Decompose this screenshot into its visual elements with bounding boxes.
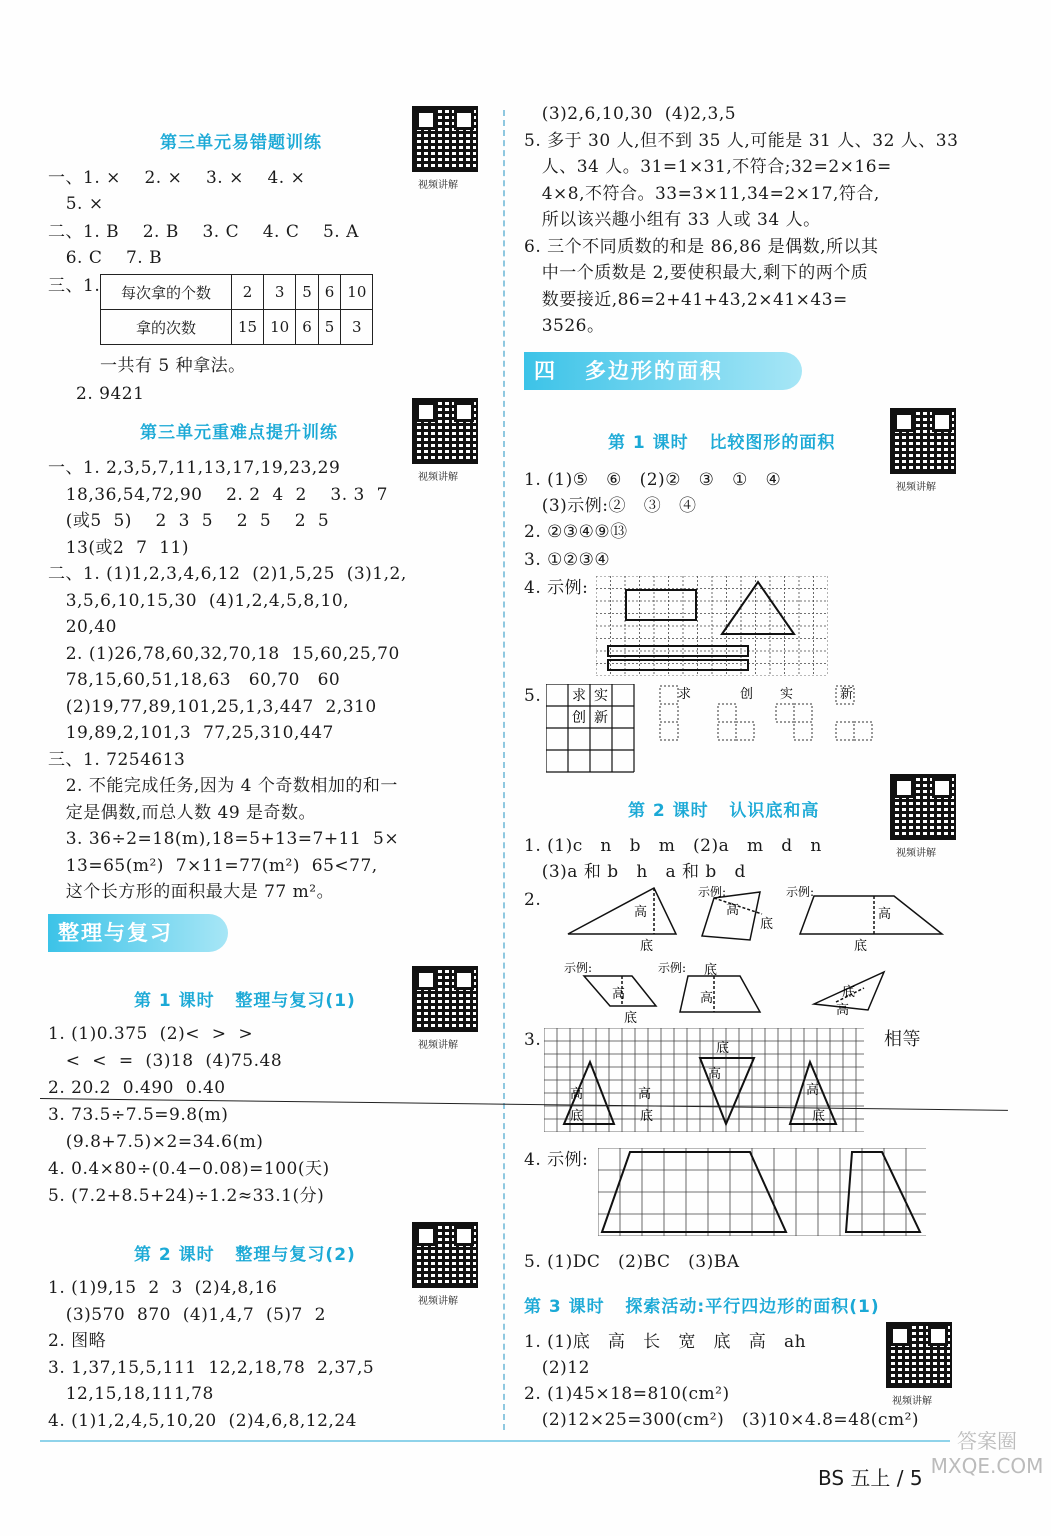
qr-code-icon[interactable] xyxy=(886,1322,952,1388)
answer-line: 18,36,54,72,90 2. 2 4 2 3. 3 7 xyxy=(48,484,388,505)
figure-label-height: 高 xyxy=(726,903,740,918)
figure-label-base: 底 xyxy=(716,1041,730,1056)
answer-line: 三、1. xyxy=(48,276,101,296)
footer-rule xyxy=(40,1440,950,1442)
answer-line: 4. 示例: xyxy=(524,578,589,598)
answer-line: 1. (1)9,15 2 3 (2)4,8,16 xyxy=(48,1278,278,1298)
net-char: 新 xyxy=(840,687,854,702)
grid-char: 新 xyxy=(594,710,608,726)
table-cell: 5 xyxy=(318,310,341,345)
answer-equal-label: 相等 xyxy=(884,1029,921,1050)
figure-label-height: 高 xyxy=(570,1087,584,1102)
figure-label-height: 高 xyxy=(708,1067,722,1082)
answer-line: 3. ①②③④ xyxy=(524,550,611,570)
answer-line: 3. 73.5÷7.5=9.8(m) xyxy=(48,1105,229,1125)
answer-line: 中一个质数是 2,要使积最大,剩下的两个质 xyxy=(524,263,869,283)
qr-code-icon[interactable] xyxy=(890,408,956,474)
answer-line: 4. 0.4×80÷(0.4−0.08)=100(天) xyxy=(48,1159,330,1179)
answer-line: 5. 多于 30 人,但不到 35 人,可能是 31 人、32 人、33 xyxy=(524,130,959,151)
table-cell: 3 xyxy=(341,310,373,345)
figure-label-base: 底 xyxy=(624,1011,638,1024)
answer-line: 4×8,不符合。33=3×11,34=2×17,符合, xyxy=(524,183,880,204)
figure-label-example: 示例: xyxy=(658,961,687,975)
table-row xyxy=(101,275,373,310)
qr-code-icon[interactable] xyxy=(412,966,478,1032)
answer-line: 3526。 xyxy=(524,316,605,336)
figure-base-height-examples xyxy=(564,884,944,1024)
figure-label-height: 高 xyxy=(836,1003,850,1018)
grid-char: 实 xyxy=(594,688,608,704)
qr-code-icon[interactable] xyxy=(890,774,956,840)
answer-line: 2. 不能完成任务,因为 4 个奇数相加的和一 xyxy=(48,776,398,796)
qr-caption: 视频讲解 xyxy=(896,482,936,493)
answer-line: (3)2,6,10,30 (4)2,3,5 xyxy=(524,104,737,124)
answer-line: 2. (1)26,78,60,32,70,18 15,60,25,70 xyxy=(48,643,400,664)
answer-line: 19,89,2,101,3 77,25,310,447 xyxy=(48,723,334,743)
table-cell: 2 xyxy=(232,275,264,310)
answer-line: 人、34 人。31=1×31,不符合;32=2×16= xyxy=(524,157,892,177)
answer-line: 二、1. (1)1,2,3,4,6,12 (2)1,5,25 (3)1,2, xyxy=(48,564,407,584)
answer-line: 一、1. 2,3,5,7,11,13,17,19,23,29 xyxy=(48,458,341,478)
qr-caption: 视频讲解 xyxy=(418,1040,458,1051)
answer-line: 3,5,6,10,15,30 (4)1,2,4,5,8,10, xyxy=(48,590,350,611)
page-footer: BS 五上 / 5 xyxy=(818,1466,923,1490)
answer-line: (9.8+7.5)×2=34.6(m) xyxy=(48,1132,264,1152)
answer-line: 2. xyxy=(524,890,542,910)
lesson-title-parallelogram-area: 第 3 课时 探索活动:平行四边形的面积(1) xyxy=(524,1297,880,1317)
answer-line: 二、1. B 2. B 3. C 4. C 5. A xyxy=(48,222,359,242)
answer-line: 2. ②③④⑨⑬ xyxy=(524,522,628,542)
answer-line: 5. × xyxy=(48,194,104,214)
qr-caption: 视频讲解 xyxy=(896,848,936,859)
figure-label-height: 高 xyxy=(878,907,892,922)
section-title-unit3-hard: 第三单元重难点提升训练 xyxy=(140,423,338,443)
table-cell: 3 xyxy=(264,275,296,310)
answer-line: 3. 1,37,15,5,111 12,2,18,78 2,37,5 xyxy=(48,1357,375,1378)
figure-label-base: 底 xyxy=(842,985,856,1000)
section-title-unit3-errors: 第三单元易错题训练 xyxy=(160,133,322,153)
qr-caption: 视频讲解 xyxy=(418,472,458,483)
answer-line: 13=65(m²) 7×11=77(m²) 65<77, xyxy=(48,855,378,876)
answer-line: 一、1. × 2. × 3. × 4. × xyxy=(48,168,306,188)
answer-line: 数要接近,86=2+41+43,2×41×43= xyxy=(524,289,848,310)
answer-line: 4. (1)1,2,4,5,10,20 (2)4,6,8,12,24 xyxy=(48,1410,357,1431)
qr-caption: 视频讲解 xyxy=(892,1396,932,1407)
net-char: 实 xyxy=(780,687,794,702)
section-banner-polygon-area: 四 多边形的面积 xyxy=(524,352,802,390)
figure-label-example: 示例: xyxy=(564,961,593,975)
answer-line: 1. (1)c n b m (2)a m d n xyxy=(524,836,822,856)
answer-line: 20,40 xyxy=(48,617,117,637)
answer-line: (2)12 xyxy=(524,1358,590,1378)
answer-line: 2. 图略 xyxy=(48,1331,107,1351)
answer-line: 1. (1)底 高 长 宽 底 高 ah xyxy=(524,1332,807,1352)
figure-label-example: 示例: xyxy=(698,885,727,899)
table-header-cell: 每次拿的个数 xyxy=(101,275,232,310)
column-divider xyxy=(503,110,505,1430)
lesson-title-compare-area: 第 1 课时 比较图形的面积 xyxy=(608,433,836,453)
lesson-title-base-height: 第 2 课时 认识底和高 xyxy=(628,801,820,821)
table-cell: 6 xyxy=(296,310,319,345)
answer-line: (2)12×25=300(cm²) (3)10×4.8=48(cm²) xyxy=(524,1410,920,1430)
answer-line: (3)示例:② ③ ④ xyxy=(524,496,697,516)
table-cell: 15 xyxy=(232,310,264,345)
grid-char: 创 xyxy=(572,710,586,726)
answer-line: (或5 5) 2 3 5 2 5 2 5 xyxy=(48,511,330,531)
answer-line: 5. xyxy=(524,686,542,706)
answer-line: (3)570 870 (4)1,4,7 (5)7 2 xyxy=(48,1304,326,1325)
figure-label-height: 高 xyxy=(612,987,626,1002)
lesson-title-review-2: 第 2 课时 整理与复习(2) xyxy=(134,1245,356,1265)
answer-line: 1. (1)⑤ ⑥ (2)② ③ ① ④ xyxy=(524,470,782,490)
figure-label-base: 底 xyxy=(704,963,718,978)
figure-label-base: 底 xyxy=(570,1109,584,1124)
figure-label-base: 底 xyxy=(854,939,868,954)
table-cell: 10 xyxy=(264,310,296,345)
answer-line: (3)a 和 b h a 和 b d xyxy=(524,862,746,882)
answer-line: 所以该兴趣小组有 33 人或 34 人。 xyxy=(524,210,821,230)
answer-line: 这个长方形的面积最大是 77 m²。 xyxy=(48,882,335,902)
answer-line: 3. 36÷2=18(m),18=5+13=7+11 5× xyxy=(48,829,400,849)
answer-line: 78,15,60,51,18,63 60,70 60 xyxy=(48,670,341,690)
figure-label-base: 底 xyxy=(812,1109,826,1124)
answer-line: 2. 20.2 0.490 0.40 xyxy=(48,1078,226,1098)
answer-line: 12,15,18,111,78 xyxy=(48,1384,214,1404)
qr-caption: 视频讲解 xyxy=(418,180,458,191)
answer-line: (2)19,77,89,101,25,1,3,447 2,310 xyxy=(48,696,377,717)
figure-label-height: 高 xyxy=(634,905,648,920)
qr-code-icon[interactable] xyxy=(412,106,478,172)
answer-line: 定是偶数,而总人数 49 是奇数。 xyxy=(48,802,317,823)
figure-char-grid xyxy=(546,684,636,776)
net-char: 求 xyxy=(678,687,692,702)
answer-line: 2. 9421 xyxy=(76,384,145,404)
answer-line: 6. C 7. B xyxy=(48,248,163,268)
answer-line: < < = (3)18 (4)75.48 xyxy=(48,1051,283,1071)
figure-label-height: 高 xyxy=(806,1083,820,1098)
watermark-logo: 答案圈 MXQE.COM xyxy=(930,1429,1044,1478)
figure-grid-triangles xyxy=(544,1028,884,1132)
answer-line: 三、1. 7254613 xyxy=(48,749,186,770)
figure-label-base: 底 xyxy=(640,1109,654,1124)
table-cell: 5 xyxy=(296,275,319,310)
figure-label-base: 底 xyxy=(760,917,774,932)
answer-line: 2. (1)45×18=810(cm²) xyxy=(524,1384,730,1404)
grid-char: 求 xyxy=(572,688,586,704)
table-cell: 10 xyxy=(341,275,373,310)
table-header-cell: 拿的次数 xyxy=(101,310,232,345)
answer-line: 6. 三个不同质数的和是 86,86 是偶数,所以其 xyxy=(524,236,879,257)
figure-label-base: 底 xyxy=(640,939,654,954)
table-cell: 6 xyxy=(318,275,341,310)
figure-label-example: 示例: xyxy=(786,885,815,899)
qr-caption: 视频讲解 xyxy=(418,1296,458,1307)
figure-label-height: 高 xyxy=(638,1087,652,1102)
figure-cube-nets xyxy=(656,684,886,744)
answer-line: 4. 示例: xyxy=(524,1150,589,1170)
answer-line: 1. (1)0.375 (2)< > > xyxy=(48,1024,254,1044)
answer-line: 13(或2 7 11) xyxy=(48,537,189,558)
answer-line: 5. (1)DC (2)BC (3)BA xyxy=(524,1252,740,1272)
lesson-title-review-1: 第 1 课时 整理与复习(1) xyxy=(134,991,356,1011)
qr-code-icon[interactable] xyxy=(412,1222,478,1288)
figure-label-height: 高 xyxy=(700,991,714,1006)
net-char: 创 xyxy=(740,687,754,702)
figure-grid-trapezoids xyxy=(598,1148,926,1236)
answer-line: 3. xyxy=(524,1030,542,1050)
qr-code-icon[interactable] xyxy=(412,398,478,464)
figure-grid-shapes xyxy=(596,576,828,676)
answer-line: 一共有 5 种拿法。 xyxy=(100,356,246,376)
section-banner-review: 整理与复习 xyxy=(48,914,228,952)
answer-line: 5. (7.2+8.5+24)÷1.2≈33.1(分) xyxy=(48,1186,325,1206)
answer-table xyxy=(100,274,373,345)
table-row xyxy=(101,310,373,345)
